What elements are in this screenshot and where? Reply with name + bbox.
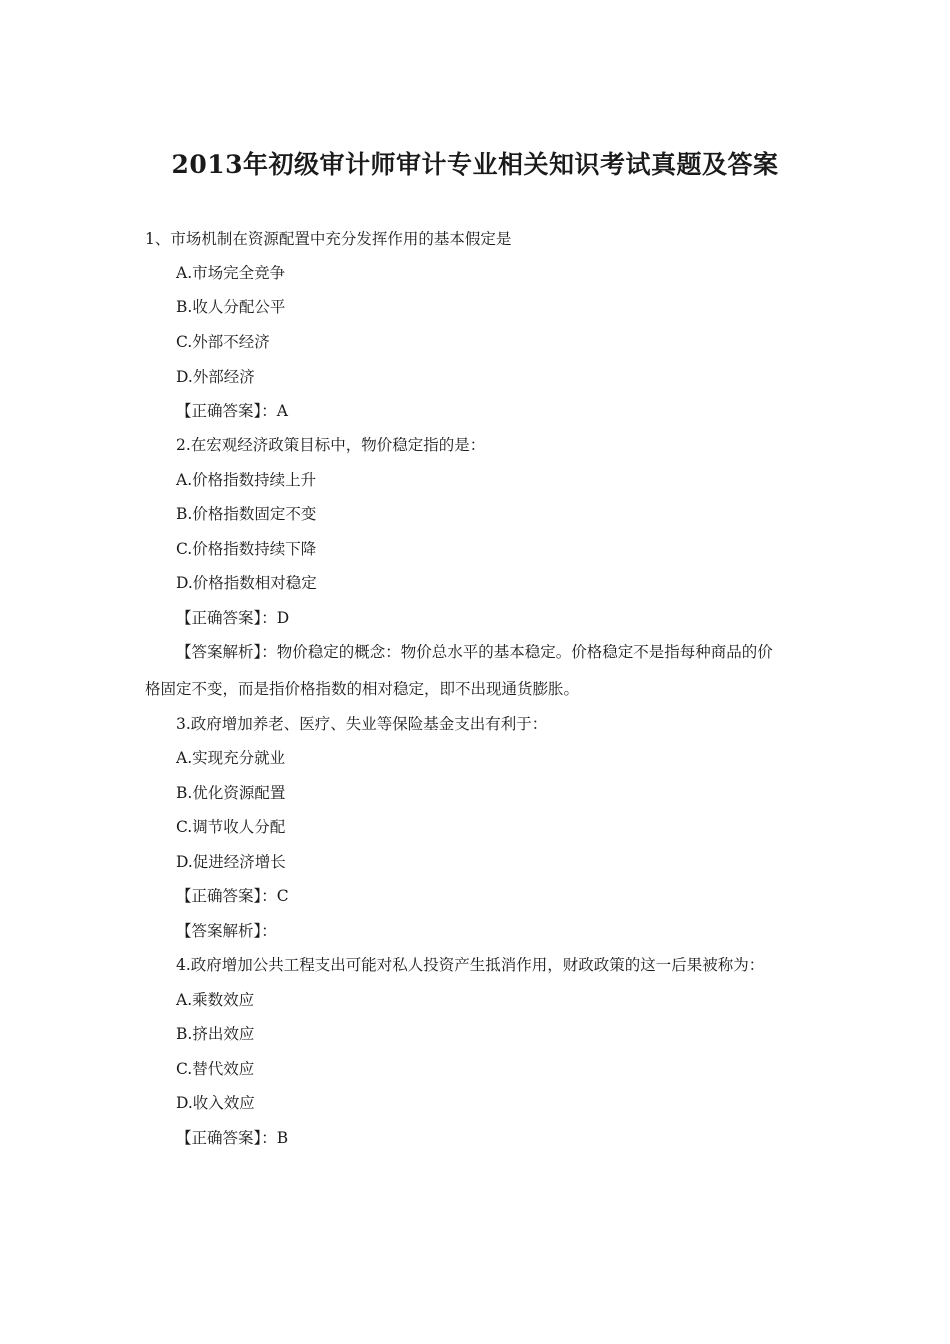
question-2-text: 2.在宏观经济政策目标中，物价稳定指的是： (176, 436, 486, 454)
question-1-option-a: A.市场完全竞争 (176, 264, 286, 282)
question-3-option-a: A.实现充分就业 (176, 749, 286, 767)
question-4-option-a: A.乘数效应 (176, 991, 255, 1009)
question-1-option-b: B.收人分配公平 (176, 298, 286, 316)
question-2-analysis-line-1: 【答案解析】：物价稳定的概念：物价总水平的基本稳定。价格稳定不是指每种商品的价 (176, 643, 773, 661)
question-3-option-c: C.调节收人分配 (176, 818, 286, 836)
question-4-option-c: C.替代效应 (176, 1060, 255, 1078)
question-3-answer: 【正确答案】：C (176, 887, 289, 905)
question-2-option-c: C.价格指数持续下降 (176, 540, 317, 558)
question-4-option-b: B.挤出效应 (176, 1025, 255, 1043)
question-1-text: 1、市场机制在资源配置中充分发挥作用的基本假定是 (145, 230, 512, 248)
question-3-analysis: 【答案解析】： (176, 922, 277, 940)
question-1-option-c: C.外部不经济 (176, 333, 270, 351)
question-2-analysis-line-2: 格固定不变，而是指价格指数的相对稳定，即不出现通货膨胀。 (145, 680, 580, 698)
question-2-option-b: B.价格指数固定不变 (176, 505, 317, 523)
question-1-option-d: D.外部经济 (176, 368, 255, 386)
question-3-text: 3.政府增加养老、医疗、失业等保险基金支出有利于： (176, 715, 548, 733)
page-title: 2013年初级审计师审计专业相关知识考试真题及答案 (171, 150, 779, 179)
question-4-answer: 【正确答案】：B (176, 1129, 289, 1147)
question-2-option-a: A.价格指数持续上升 (176, 471, 317, 489)
question-4-option-d: D.收入效应 (176, 1094, 255, 1112)
question-2-answer: 【正确答案】：D (176, 609, 290, 627)
question-4-text: 4.政府增加公共工程支出可能对私人投资产生抵消作用，财政政策的这一后果被称为： (176, 956, 765, 974)
question-1-answer: 【正确答案】：A (176, 402, 288, 420)
question-2-option-d: D.价格指数相对稳定 (176, 574, 317, 592)
question-3-option-d: D.促进经济增长 (176, 853, 286, 871)
question-3-option-b: B.优化资源配置 (176, 784, 286, 802)
